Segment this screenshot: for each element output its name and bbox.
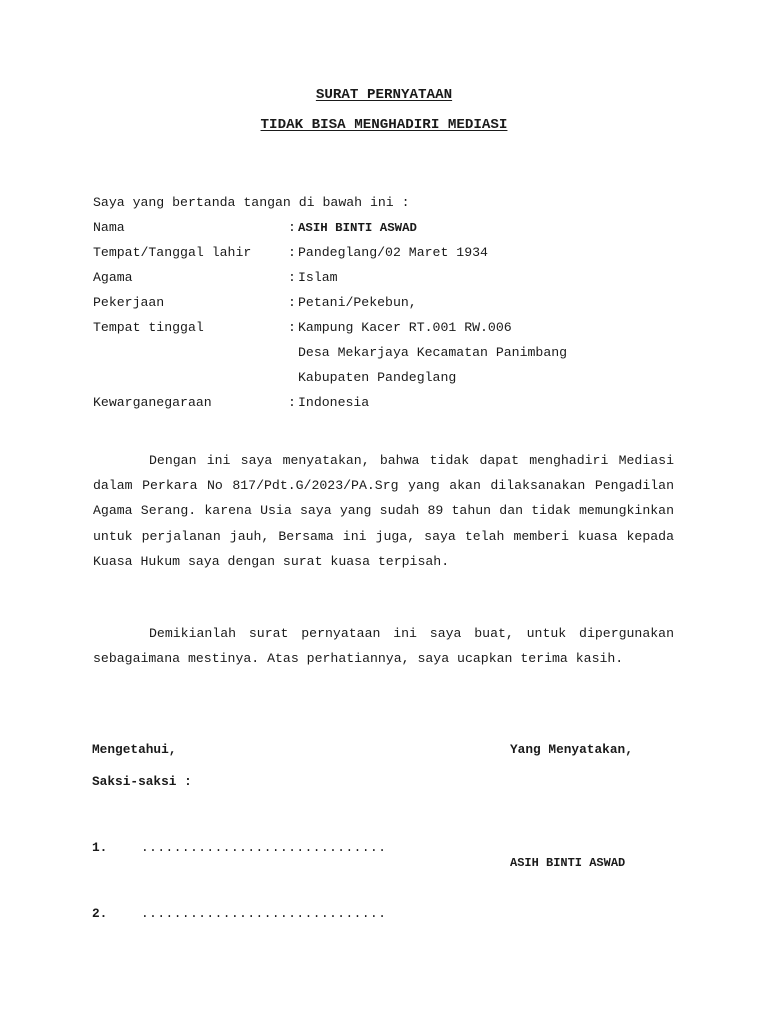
field-colon: : [288,245,296,260]
saksi-label: Saksi-saksi : [92,774,192,789]
witness-2-number: 2. [92,906,108,921]
field-value-agama: Islam [298,270,338,285]
field-label-ttl: Tempat/Tanggal lahir [93,245,252,260]
address-line-2: Desa Mekarjaya Kecamatan Panimbang [298,345,568,360]
witness-1-signature-line: .............................. [141,840,387,855]
field-colon: : [288,395,296,410]
yang-menyatakan-label: Yang Menyatakan, [510,742,633,757]
field-colon: : [288,270,296,285]
statement-paragraph: Dengan ini saya menyatakan, bahwa tidak dapat menghadiri Mediasi dalam Perkara No 817/Pdt.G/2023/PA.Srg yang akan dilaksanakan Pengadilan Agama Serang. karena Usia saya yang sudah 89 tahun dan tidak memungkinkan untuk perjalanan jauh, Bersama ini juga, saya telah memberi kuasa kepada Kuasa Hukum saya dengan surat kuasa terpisah. [93,453,674,569]
field-colon: : [288,320,296,335]
address-line-3: Kabupaten Pandeglang [298,370,457,385]
field-colon: : [288,220,296,235]
signer-name: ASIH BINTI ASWAD [510,856,626,870]
witness-1-number: 1. [92,840,108,855]
field-label-pekerjaan: Pekerjaan [93,295,165,310]
mengetahui-label: Mengetahui, [92,742,177,757]
document-subtitle: TIDAK BISA MENGHADIRI MEDIASI [260,117,508,133]
intro-text: Saya yang bertanda tangan di bawah ini : [93,195,410,210]
witness-2-signature-line: .............................. [141,906,387,921]
field-value-kewarganegaraan: Indonesia [298,395,370,410]
field-value-pekerjaan: Petani/Pekebun, [298,295,417,310]
field-colon: : [288,295,296,310]
field-value-ttl: Pandeglang/02 Maret 1934 [298,245,488,260]
field-value-tempat-tinggal: Kampung Kacer RT.001 RW.006 [298,320,512,335]
document-title: SURAT PERNYATAAN [315,87,453,103]
field-label-nama: Nama [93,220,125,235]
field-label-agama: Agama [93,270,133,285]
closing-paragraph: Demikianlah surat pernyataan ini saya buat, untuk dipergunakan sebagaimana mestinya. Atas perhatiannya, saya ucapkan terima kasih. [93,626,674,667]
field-value-nama: ASIH BINTI ASWAD [298,221,417,235]
field-label-kewarganegaraan: Kewarganegaraan [93,395,212,410]
field-label-tempat-tinggal: Tempat tinggal [93,320,204,335]
